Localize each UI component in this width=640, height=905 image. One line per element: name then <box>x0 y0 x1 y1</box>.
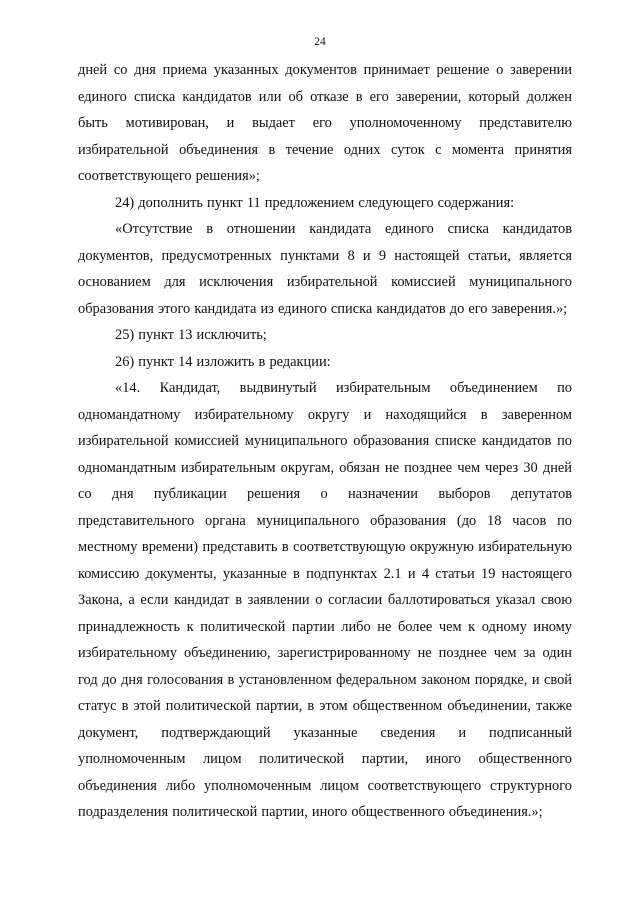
document-body <box>78 57 572 826</box>
paragraph-item-26: 26) пункт 14 изложить в редакции: <box>115 353 331 370</box>
page-number: 24 <box>314 36 326 48</box>
paragraph-continuation: дней со дня приема указанных документов принимает решение о заверении единого списка кандидатов или об отказе в его заверении, который должен быть мотивирован, и выдает его уполномоченному представителю избирательной объединения в течение одних суток с момента принятия соответствующего решения»; <box>78 62 572 184</box>
paragraph-item-24: 24) дополнить пункт 11 предложением следующего содержания: <box>115 194 515 211</box>
paragraph-quote-14: «14. Кандидат, выдвинутый избирательным объединением по одномандатному избирательному округу и находящийся в заверенном избирательной комиссией муниципального образования списке кандидатов по одномандатным избирательным округам, обязан не позднее чем через 30 дней со дня публикации решения о назначении выборов депутатов представительного органа муниципального образования (до 18 часов по местному времени) представить в соответствующую окружную избирательную комиссию документы, указанные в подпунктах 2.1 и 4 статьи 19 настоящего Закона, а если кандидат в заявлении о согласии баллотироваться указал свою принадлежность к политической партии либо не более чем к одному иному избирательному объединению, зарегистрированному не позднее чем за один год до дня голосования в установленном федеральном законом порядке, и свой статус в этой политической партии, в этом общественном объединении, также документ, подтверждающий указанные сведения и подписанный уполномоченным лицом политической партии, иного общественного объединения либо уполномоченным лицом соответствующего структурного подразделения политической партии, иного общественного объединения.»; <box>78 380 572 820</box>
paragraph-quote-absence: «Отсутствие в отношении кандидата единого списка кандидатов документов, предусмотренных пунктами 8 и 9 настоящей статьи, является основанием для исключения избирательной комиссией муниципального образования этого кандидата из единого списка кандидатов до его заверения.»; <box>78 221 572 317</box>
paragraph-item-25: 25) пункт 13 исключить; <box>115 327 267 343</box>
